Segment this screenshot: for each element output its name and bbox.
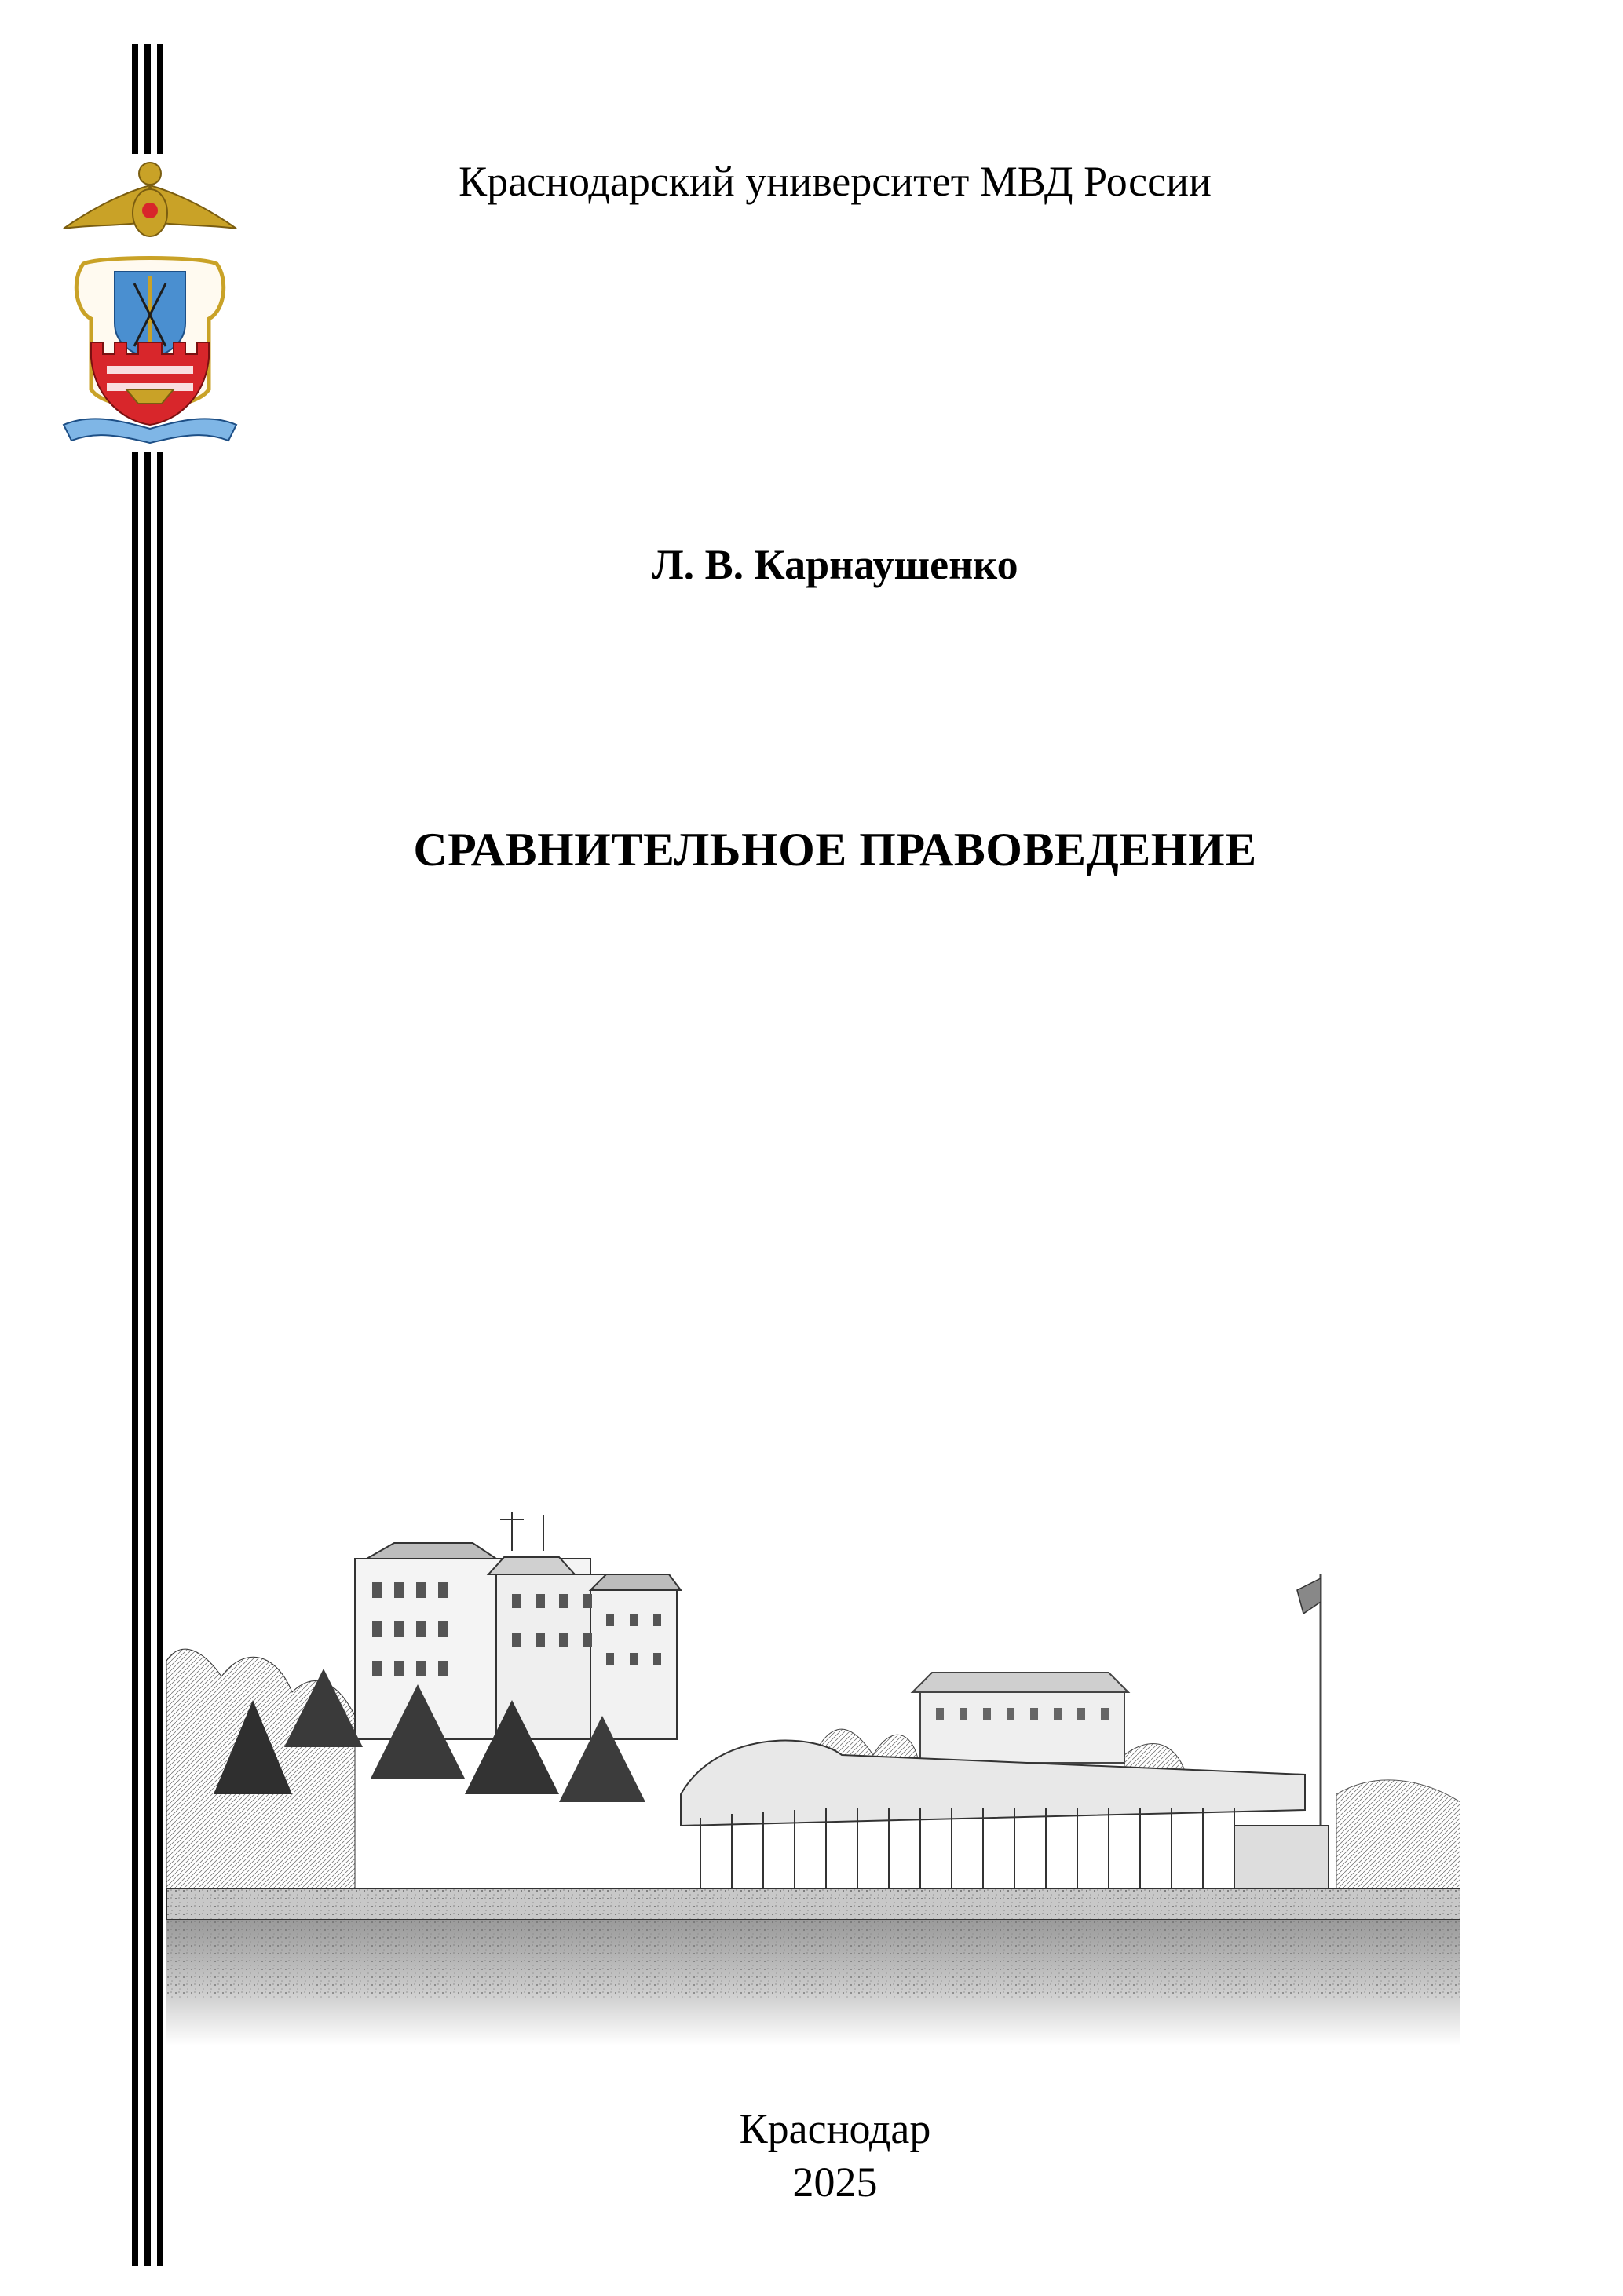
publication-year: 2025 xyxy=(792,2159,878,2206)
university-name: Краснодарский университет МВД России xyxy=(459,158,1212,205)
author-name: Л. В. Карнаушенко xyxy=(652,541,1018,588)
publication-city: Краснодар xyxy=(739,2105,931,2152)
campus-building-sketch xyxy=(166,1496,1460,2046)
document-title: СРАВНИТЕЛЬНОЕ ПРАВОВЕДЕНИЕ xyxy=(413,824,1257,876)
